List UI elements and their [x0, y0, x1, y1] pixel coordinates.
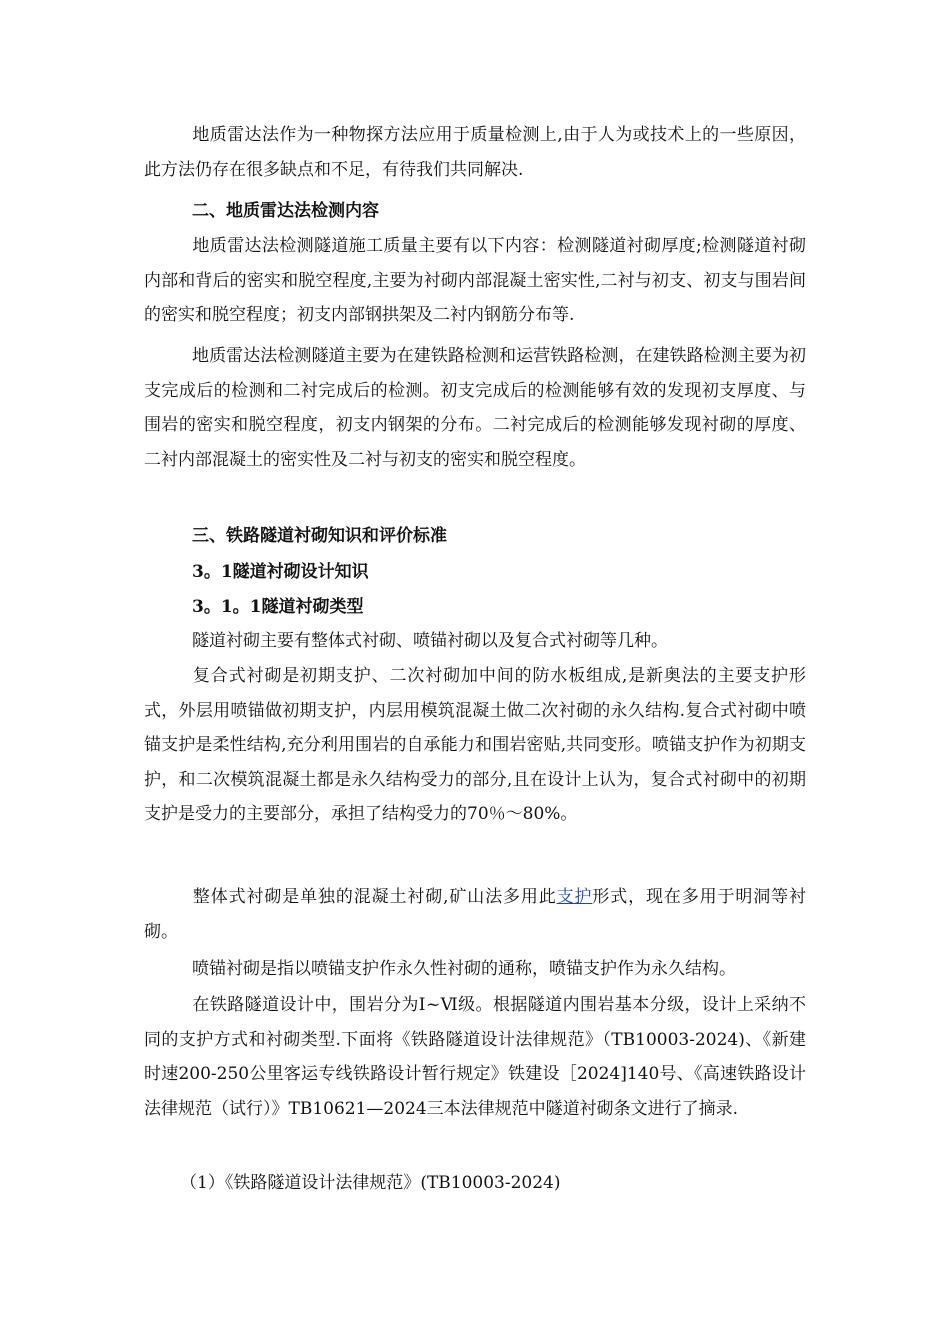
- section-heading-2: 二、地质雷达法检测内容: [192, 201, 379, 221]
- paragraph-integral-lining: 整体式衬砌是单独的混凝土衬砌,矿山法多用此支护形式，现在多用于明洞等衬砌。: [144, 887, 807, 942]
- paragraph-railway-detection: 地质雷达法检测隧道主要为在建铁路检测和运营铁路检测，在建铁路检测主要为初支完成后的检测和二衬完成后的检测。初支完成后的检测能够有效的发现初支厚度、与围岩的密实和脱空程度，初支内钢架的分布。二衬完成后的检测能够发现衬砌的厚度、二衬内部混凝土的密实性及二衬与初支的密实和脱空程度。: [144, 346, 806, 470]
- paragraph-standard-1: （1）《铁路隧道设计法律规范》(TB10003-2024): [180, 1173, 561, 1193]
- paragraph-radar-limitations: 地质雷达法作为一种物探方法应用于质量检测上,由于人为或技术上的一些原因，此方法仍存在很多缺点和不足，有待我们共同解决.: [144, 125, 806, 180]
- paragraph-detection-content: 地质雷达法检测隧道施工质量主要有以下内容：检测隧道衬砌厚度;检测隧道衬砌内部和背后的密实和脱空程度,主要为衬砌内部混凝土密实性,二衬与初支、初支与围岩间的密实和脱空程度；初支内部钢拱架及二衬内钢筋分布等.: [144, 236, 806, 326]
- paragraph-composite-lining: 复合式衬砌是初期支护、二次衬砌加中间的防水板组成,是新奥法的主要支护形式，外层用喷锚做初期支护，内层用模筑混凝土做二次衬砌的永久结构.复合式衬砌中喷锚支护是柔性结构,充分利用围岩的自承能力和围岩密贴,共同变形。喷锚支护作为初期支护，和二次模筑混凝土都是永久结构受力的部分,且在设计上认为，复合式衬砌中的初期支护是受力的主要部分，承担了结构受力的70％～80%。: [144, 666, 806, 825]
- section-heading-3: 三、铁路隧道衬砌知识和评价标准: [192, 526, 447, 546]
- subsection-heading-3-1-1: 3。1。1隧道衬砌类型: [192, 597, 364, 617]
- subsection-heading-3-1: 3。1隧道衬砌设计知识: [192, 562, 369, 582]
- paragraph-shotcrete-lining: 喷锚衬砌是指以喷锚支护作永久性衬砌的通称，喷锚支护作为永久结构。: [192, 959, 736, 979]
- support-link[interactable]: 支护: [556, 887, 593, 907]
- paragraph-railway-design: 在铁路隧道设计中，围岩分为Ⅰ~Ⅵ级。根据隧道内围岩基本分级，设计上采纳不同的支护方式和衬砌类型.下面将《铁路隧道设计法律规范》（TB10003-2024)、《新建时速200-250公里客运专线铁路设计暂行规定》铁建设［2024]140号、《高速铁路设计法律规范（试行）》TB10621—2024三本法律规范中隧道衬砌条文进行了摘录.: [144, 995, 806, 1119]
- paragraph-lining-types: 隧道衬砌主要有整体式衬砌、喷锚衬砌以及复合式衬砌等几种。: [192, 631, 668, 651]
